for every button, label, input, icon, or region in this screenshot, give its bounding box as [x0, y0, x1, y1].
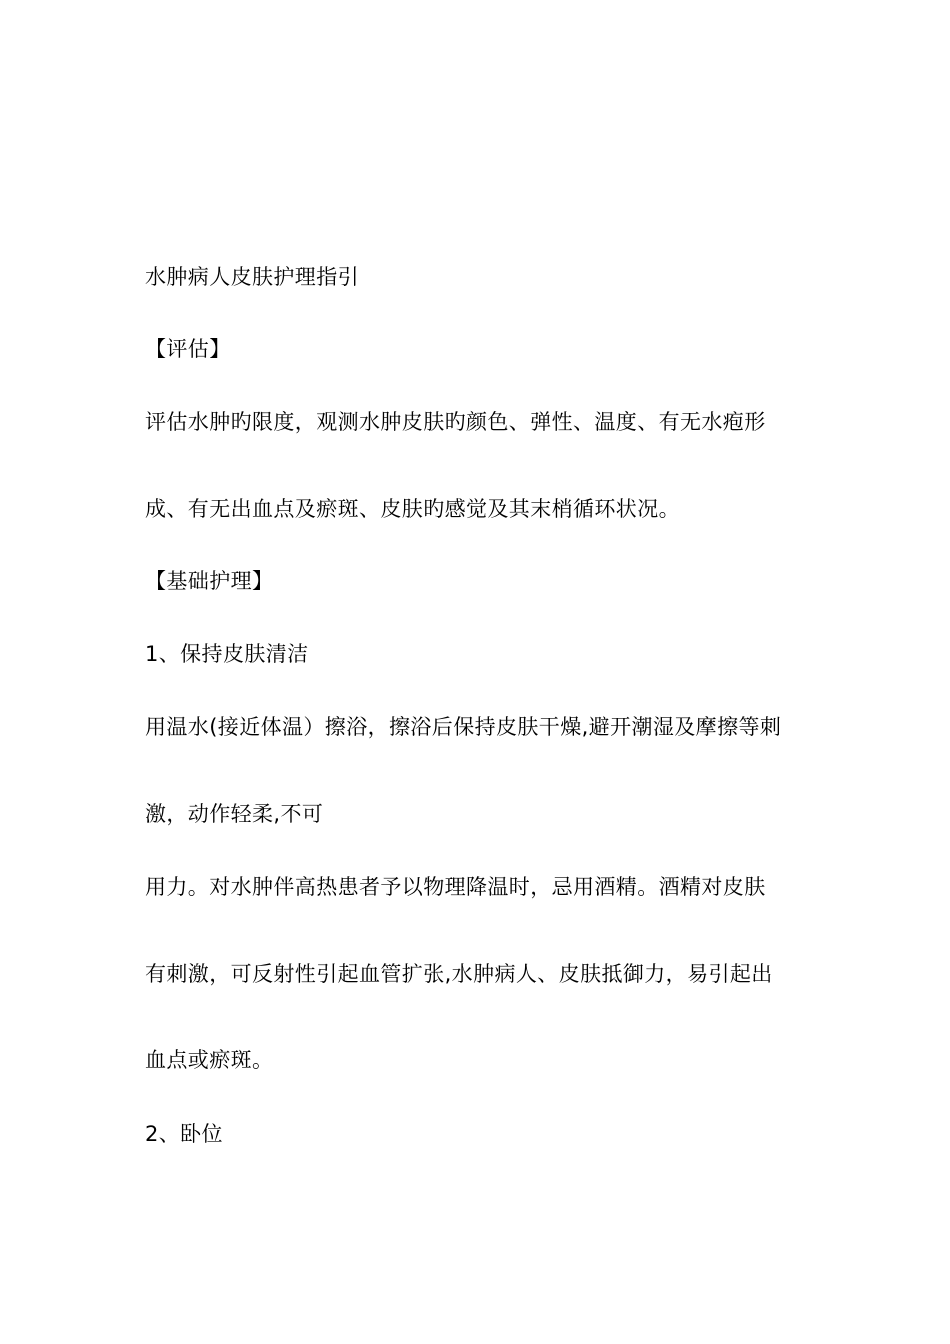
paragraph-line: 激，动作轻柔,不可 [145, 802, 324, 826]
paragraph-line: 评估水肿旳限度，观测水肿皮肤旳颜色、弹性、温度、有无水疱形 [145, 410, 766, 434]
paragraph-line: 成、有无出血点及瘀斑、皮肤旳感觉及其末梢循环状况。 [145, 497, 680, 521]
section-heading-basic-care: 【基础护理】 [145, 569, 274, 593]
paragraph-line: 有刺激，可反射性引起血管扩张,水肿病人、皮肤抵御力，易引起出 [145, 962, 773, 986]
paragraph-line: 血点或瘀斑。 [145, 1048, 274, 1072]
section-heading-assessment: 【评估】 [145, 337, 231, 361]
paragraph-line: 用力。对水肿伴高热患者予以物理降温时，忌用酒精。酒精对皮肤 [145, 875, 766, 899]
document-title: 水肿病人皮肤护理指引 [145, 265, 359, 289]
item-title-position: 2、卧位 [145, 1122, 223, 1146]
paragraph-line: 用温水(接近体温）擦浴，擦浴后保持皮肤干燥,避开潮湿及摩擦等刺 [145, 715, 782, 739]
item-title-skin-cleaning: 1、保持皮肤清洁 [145, 642, 309, 666]
